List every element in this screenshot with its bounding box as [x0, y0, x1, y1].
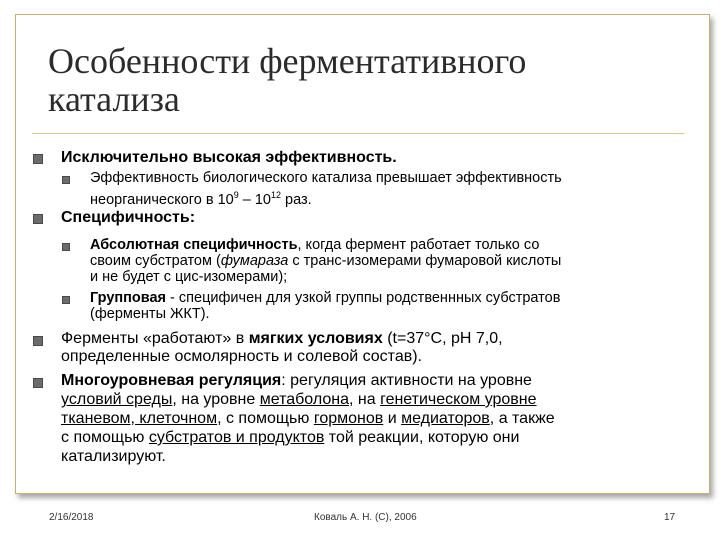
square-bullet-icon — [62, 243, 70, 251]
bullet-specificity: Специфичность: — [61, 209, 196, 226]
bullet-regulation-line5: катализируют. — [61, 448, 166, 465]
bullet-regulation-line4: с помощью субстратов и продуктов той реакции, которую они — [61, 429, 520, 446]
footer-author: Коваль А. Н. (С), 2006 — [314, 512, 417, 523]
bullet-regulation-line3: тканевом, клеточном, с помощью гормонов и медиаторов, а также — [61, 410, 555, 427]
sub-bullet-group-line2: (ферменты ЖКТ). — [90, 306, 210, 322]
square-bullet-icon — [33, 214, 43, 224]
footer-page-number: 17 — [664, 512, 676, 523]
sub-bullet-efficiency-line1: Эффективность биологического катализа превышает эффективность — [90, 170, 562, 186]
sub-bullet-absolute-line3: и не будет с цис-изомерами); — [90, 269, 288, 285]
bullet-efficiency: Исключительно высокая эффективность. — [61, 149, 397, 166]
bullet-mild-conditions-line2: определенные осмолярность и солевой состав). — [61, 348, 422, 365]
title-line-1: Особенности ферментативного — [48, 41, 527, 81]
footer-date: 2/16/2018 — [49, 512, 94, 523]
sub-bullet-group-line1: Групповая - специфичен для узкой группы родственнных субстратов — [90, 290, 561, 306]
square-bullet-icon — [33, 378, 43, 388]
bullet-mild-conditions-line1: Ферменты «работают» в мягких условиях (t=37°С, pH 7,0, — [61, 330, 503, 347]
square-bullet-icon — [33, 154, 43, 164]
sub-bullet-efficiency-line2: неорганического в $10^9 - 10^{12}$ раз. — [90, 190, 312, 208]
sub-bullet-absolute-line1: Абсолютная специфичность, когда фермент работает только со — [90, 237, 540, 253]
title-line-2: катализа — [48, 79, 180, 119]
square-bullet-icon — [62, 176, 70, 184]
sub-bullet-absolute-line2: своим субстратом (фумараза с транс-изомерами фумаровой кислоты — [90, 253, 562, 269]
slide-title — [48, 42, 668, 118]
title-divider — [32, 133, 684, 134]
bullet-regulation-line2: условий среды, на уровне метаболона, на генетическом уровне — [61, 391, 537, 408]
bullet-regulation-line1: Многоуровневая регуляция: регуляция активности на уровне — [61, 372, 532, 389]
square-bullet-icon — [33, 336, 43, 346]
square-bullet-icon — [62, 296, 70, 304]
